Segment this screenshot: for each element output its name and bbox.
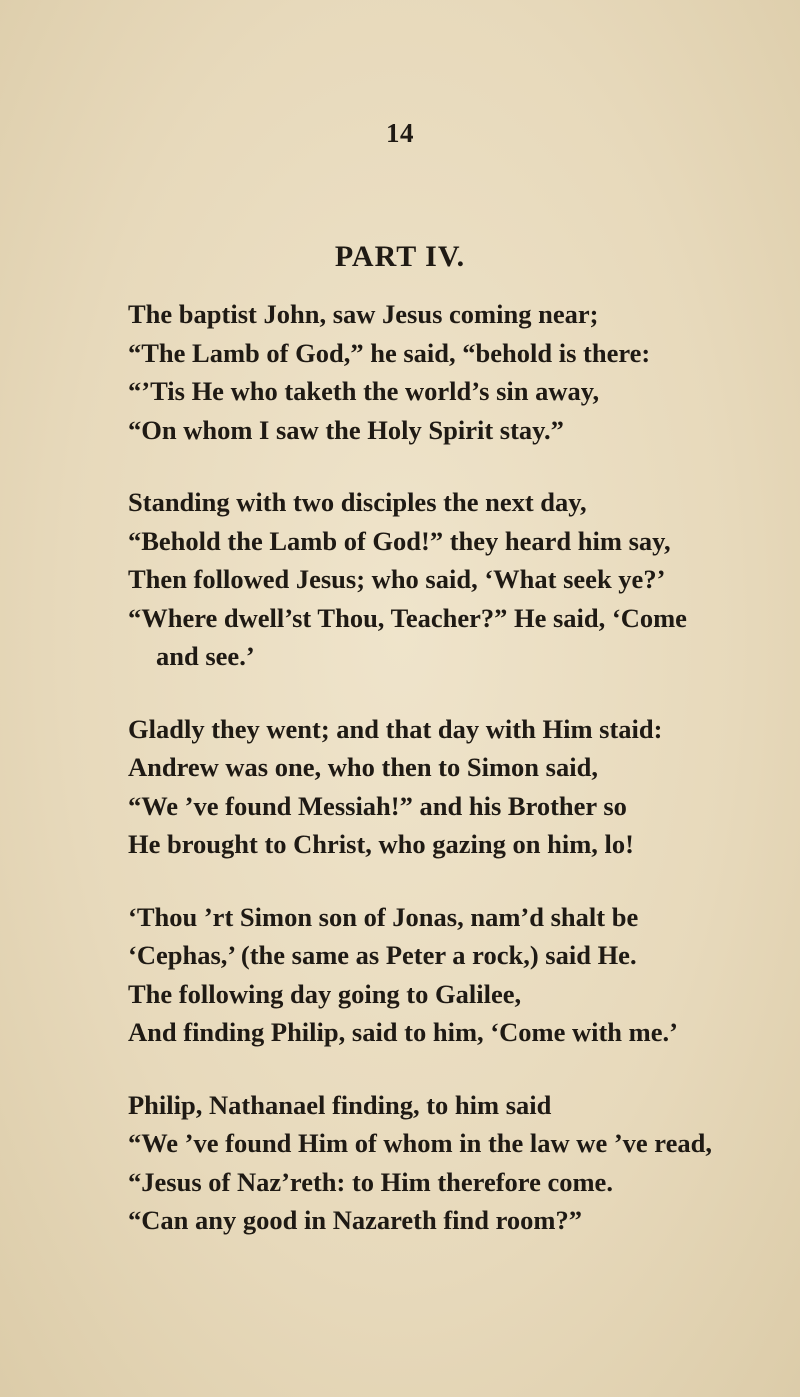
stanza-4 bbox=[128, 898, 788, 1052]
poem-line: Andrew was one, who then to Simon said, bbox=[128, 752, 598, 782]
poem-line: Philip, Nathanael finding, to him said bbox=[128, 1089, 552, 1120]
poem-line: Standing with two disciples the next day, bbox=[128, 487, 587, 517]
poem-line: “Where dwell’st Thou, Teacher?” He said, ‘Come bbox=[128, 602, 687, 633]
stanza-5 bbox=[128, 1086, 788, 1240]
poem-line: “We ’ve found Him of whom in the law we ’ve read, bbox=[128, 1128, 712, 1158]
poem-line: He brought to Christ, who gazing on him, lo! bbox=[128, 829, 634, 859]
poem-line: “Can any good in Nazareth find room?” bbox=[128, 1205, 582, 1235]
poem-line: “Behold the Lamb of God!” they heard him say, bbox=[128, 525, 671, 556]
poem-line: Then followed Jesus; who said, ‘What seek ye?’ bbox=[128, 564, 666, 594]
poem-line: “The Lamb of God,” he said, “behold is there: bbox=[128, 337, 651, 368]
poem-body bbox=[128, 295, 788, 1274]
poem-line: And finding Philip, said to him, ‘Come with me.’ bbox=[128, 1017, 678, 1047]
poem-line: ‘Cephas,’ (the same as Peter a rock,) said He. bbox=[128, 940, 637, 970]
poem-line: “We ’ve found Messiah!” and his Brother so bbox=[128, 790, 627, 821]
poem-line: Gladly they went; and that day with Him staid: bbox=[128, 713, 663, 744]
poem-line: “’Tis He who taketh the world’s sin away, bbox=[128, 376, 600, 406]
stanza-3 bbox=[128, 710, 788, 864]
page-number: 14 bbox=[386, 118, 414, 148]
poem-line: “On whom I saw the Holy Spirit stay.” bbox=[128, 414, 564, 445]
poem-line: The baptist John, saw Jesus coming near; bbox=[128, 299, 599, 329]
stanza-2 bbox=[128, 483, 788, 676]
poem-line: The following day going to Galilee, bbox=[128, 978, 522, 1009]
part-title: PART IV. bbox=[334, 240, 466, 273]
poem-line: “Jesus of Naz’reth: to Him therefore come. bbox=[128, 1166, 613, 1197]
poem-line-continuation: and see.’ bbox=[156, 641, 255, 671]
stanza-1 bbox=[128, 295, 788, 449]
poem-line: ‘Thou ’rt Simon son of Jonas, nam’d shalt be bbox=[128, 901, 639, 932]
